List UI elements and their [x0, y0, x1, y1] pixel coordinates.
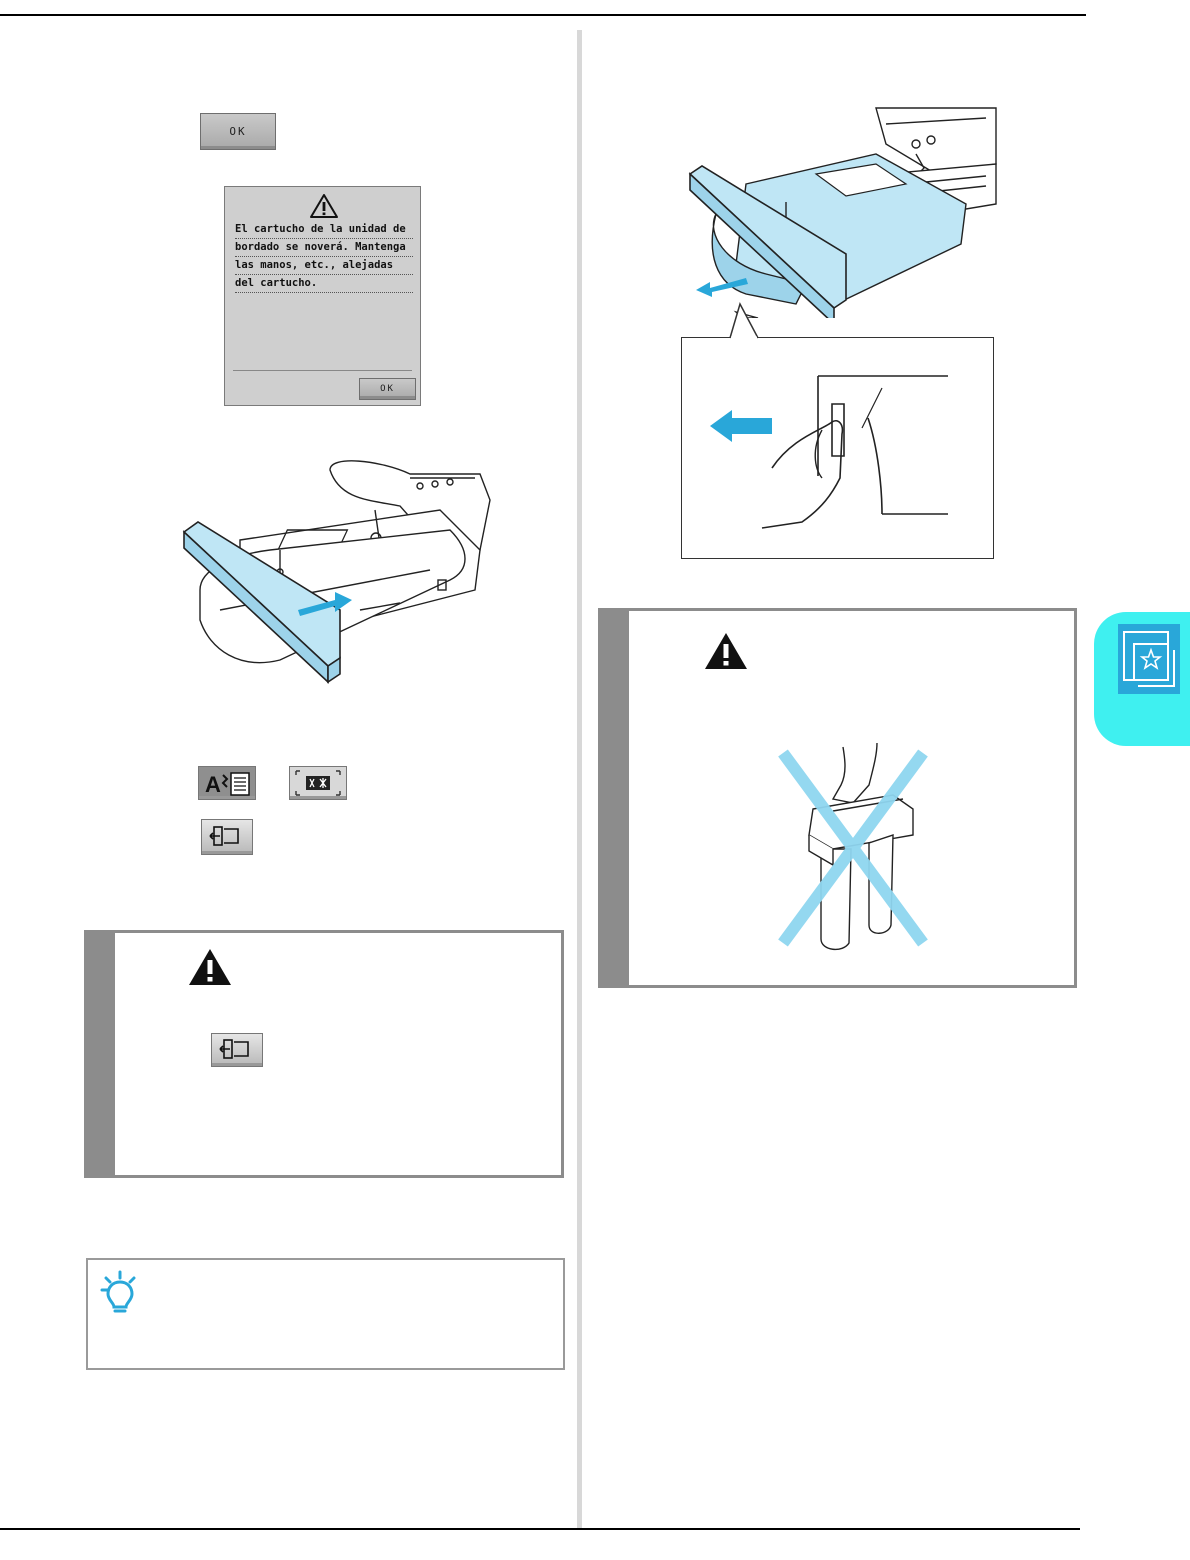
embroidery-warning-dialog	[224, 186, 421, 406]
edit-text-button[interactable]	[198, 766, 256, 800]
ok-button[interactable]	[200, 113, 276, 150]
carriage-move-icon	[212, 1034, 262, 1064]
hand-release-lever-illustration	[682, 338, 992, 557]
warning-triangle-icon	[187, 947, 233, 987]
embroidery-edit-button[interactable]	[289, 766, 347, 800]
dialog-line-2: bordado se noverá. Mantenga	[235, 239, 413, 257]
caution-bar-left	[87, 933, 115, 1175]
warning-triangle-icon	[309, 193, 339, 219]
embroidery-unit-attach-illustration	[180, 460, 495, 690]
dialog-ok-button[interactable]	[359, 378, 416, 400]
carriage-move-icon	[202, 820, 252, 852]
dialog-line-1: El cartucho de la unidad de	[235, 221, 413, 239]
ok-button-label: OK	[229, 125, 247, 138]
text-edit-icon	[199, 767, 255, 799]
chapter-side-tab	[1094, 612, 1190, 746]
dialog-line-4: del cartucho.	[235, 275, 413, 293]
lightbulb-icon	[100, 1270, 140, 1314]
dialog-line-3: las manos, etc., alejadas	[235, 257, 413, 275]
detail-callout	[681, 337, 994, 559]
top-rule	[0, 14, 1086, 16]
dialog-message	[235, 221, 413, 293]
incorrect-carry-illustration	[773, 739, 933, 959]
dialog-footer-divider	[233, 370, 412, 371]
callout-pointer	[728, 300, 768, 340]
warning-triangle-icon	[703, 631, 749, 671]
embroidery-unit-remove-illustration	[686, 104, 998, 318]
caution-bar-right	[601, 611, 629, 985]
embroidery-frame-icon	[1118, 624, 1180, 694]
bottom-rule	[0, 1528, 1080, 1530]
note-box	[86, 1258, 565, 1370]
dialog-ok-label: OK	[380, 384, 395, 394]
caution-box-right	[598, 608, 1077, 988]
column-divider	[577, 30, 582, 1528]
embroidery-pattern-icon	[290, 767, 346, 799]
svg-text:A: A	[205, 772, 221, 797]
carriage-move-button-in-caution[interactable]	[211, 1033, 263, 1067]
caution-box-left	[84, 930, 564, 1178]
carriage-move-button[interactable]	[201, 819, 253, 855]
